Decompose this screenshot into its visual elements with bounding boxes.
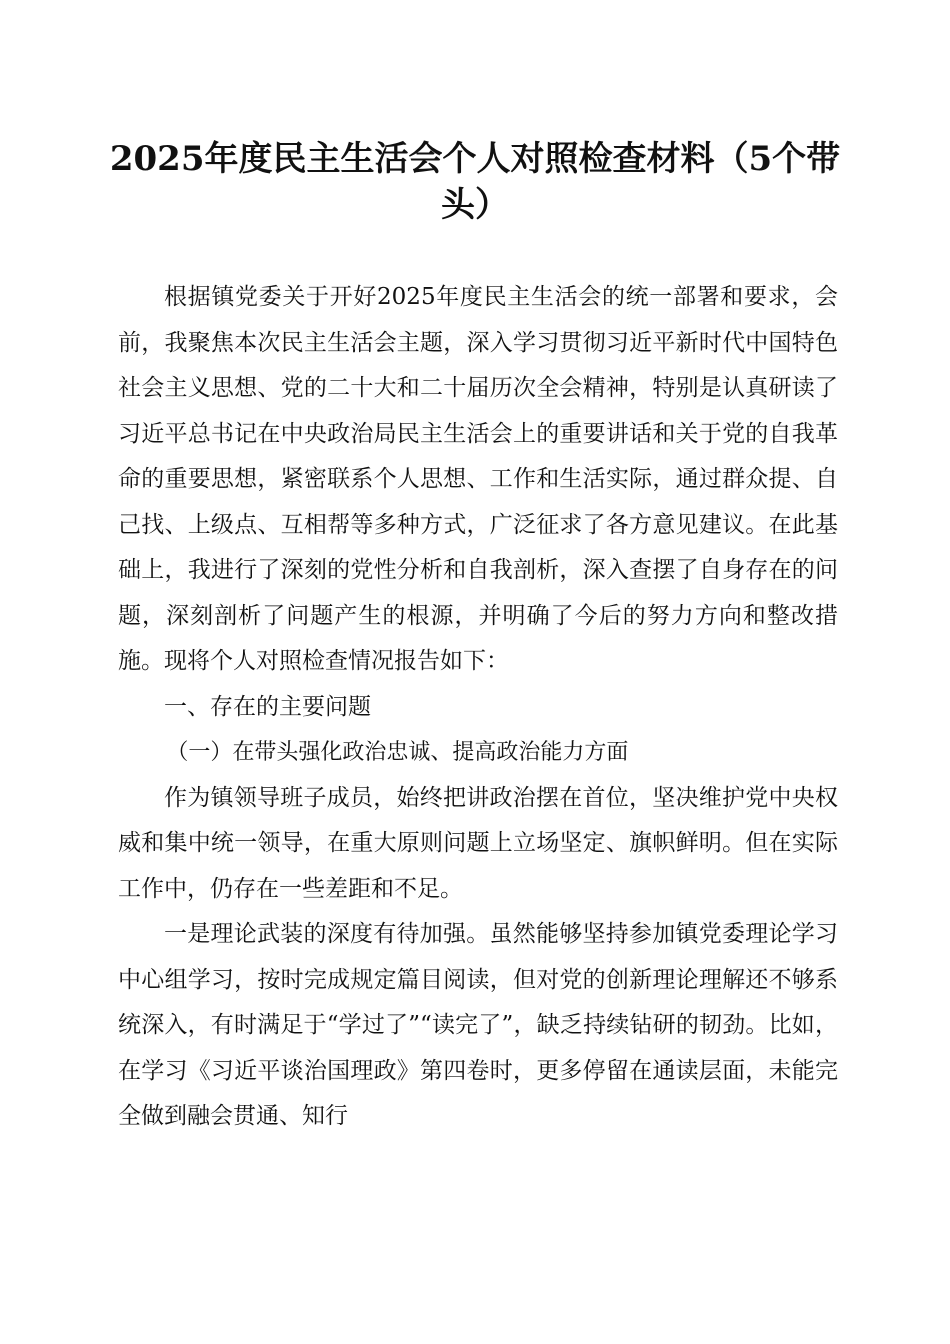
document-body bbox=[118, 275, 838, 1140]
subsection-paragraph: 作为镇领导班子成员，始终把讲政治摆在首位，坚决维护党中央权威和集中统一领导，在重大原则问题上立场坚定、旗帜鲜明。但在实际工作中，仍存在一些差距和不足。 bbox=[118, 784, 838, 902]
document-title: 2025年度民主生活会个人对照检查材料（5个带头） bbox=[109, 139, 841, 225]
section-heading-problems: 一、存在的主要问题 bbox=[164, 693, 371, 720]
subsection-heading-political-loyalty: （一）在带头强化政治忠诚、提高政治能力方面 bbox=[166, 740, 629, 765]
intro-paragraph: 根据镇党委关于开好2025年度民主生活会的统一部署和要求，会前，我聚焦本次民主生活会主题，深入学习贯彻习近平新时代中国特色社会主义思想、党的二十大和二十届历次全会精神，特别是认真研读了习近平总书记在中央政治局民主生活会上的重要讲话和关于党的自我革命的重要思想，紧密联系个人思想、工作和生活实际，通过群众提、自己找、上级点、互相帮等多种方式，广泛征求了各方意见建议。在此基础上，我进行了深刻的党性分析和自我剖析，深入查摆了自身存在的问题，深刻剖析了问题产生的根源，并明确了今后的努力方向和整改措施。现将个人对照检查情况报告如下： bbox=[118, 284, 838, 674]
point-lead-1: 一是理论武装的深度有待加强。 bbox=[164, 921, 490, 947]
point-text-1: 虽然能够坚持参加镇党委理论学习中心组学习，按时完成规定篇目阅读，但对党的创新理论理解还不够系统深入，有时满足于“学过了”“读完了”，缺乏持续钻研的韧劲。比如，在学习《习近平谈治国理政》第四卷时，更多停留在通读层面，未能完全做到融会贯通、知行 bbox=[118, 921, 838, 1129]
point-paragraph-1 bbox=[118, 912, 838, 1140]
